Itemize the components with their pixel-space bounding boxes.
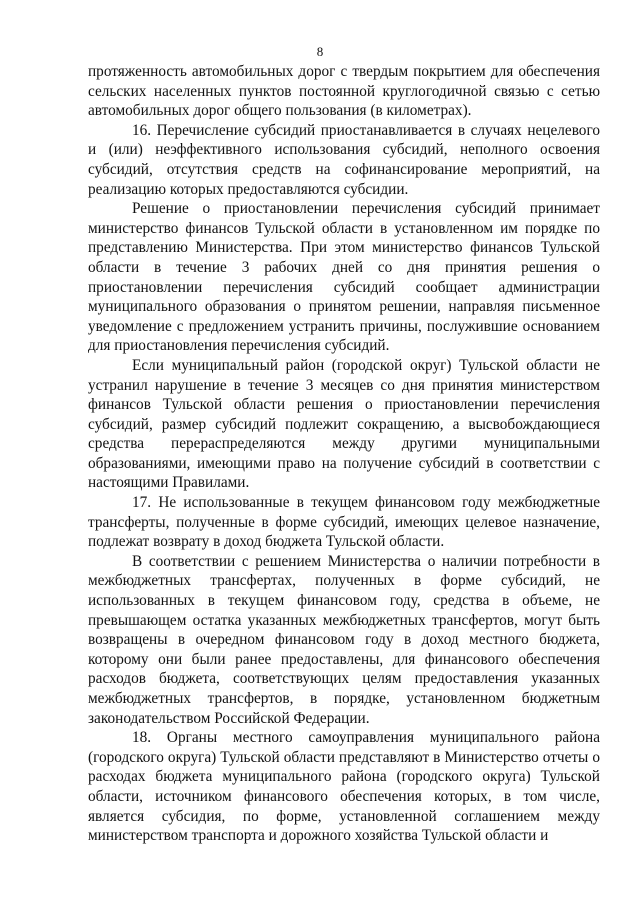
paragraph-return-funds: В соответствии с решением Министерства о наличии потребности в межбюджетных трансфертах, полученных в форме субсидий, не использованных в текущем финансовом году, средства в объеме, не превышающем остатка указанных межбюджетных трансфертов, могут быть возвращены в очередном финансовом году в доход местного бюджета, которому они были ранее предоставлены, для финансового обеспечения расходов бюджета, соответствующих целям предоставления указанных межбюджетных трансфертов, в порядке, установленном бюджетным законодательством Российской Федерации. xyxy=(88,552,600,727)
paragraph-clause-18: 18. Органы местного самоуправления муниципального района (городского округа) Тульской области представляют в Министерство отчеты о расходах бюджета муниципального района (городского округа) Тульской области, источником финансового обеспечения которых, в том числе, является субсидия, по форме, установленной соглашением между министерством транспорта и дорожного хозяйства Тульской области и xyxy=(88,729,600,845)
document-body xyxy=(88,62,600,846)
paragraph-suspension-decision: Решение о приостановлении перечисления субсидий принимает министерство финансов Тульской области в установленном им порядке по представлению Министерства. При этом министерство финансов Тульской области в течение 3 рабочих дней со дня принятия решения о приостановлении перечисления субсидий сообщает администрации муниципального образования о принятом решении, направляя письменное уведомление с предложением устранить причины, послужившие основанием для приостановления перечисления субсидий. xyxy=(88,200,600,355)
paragraph-reduction: Если муниципальный район (городской округ) Тульской области не устранил нарушение в течение 3 месяцев со дня принятия министерством финансов Тульской области решения о приостановлении перечисления субсидий, размер субсидий подлежит сокращению, а высвобождающиеся средства перераспределяются между другими муниципальными образованиями, имеющими право на получение субсидий в соответствии с настоящими Правилами. xyxy=(88,356,600,492)
paragraph-continuation: протяженность автомобильных дорог с твердым покрытием для обеспечения сельских населенных пунктов постоянной круглогодичной связью с сетью автомобильных дорог общего пользования (в километрах). xyxy=(88,63,600,120)
paragraph-clause-16: 16. Перечисление субсидий приостанавливается в случаях нецелевого и (или) неэффективного использования субсидий, неполного освоения субсидий, отсутствия средств на софинансирование мероприятий, на реализацию которых предоставляются субсидии. xyxy=(88,121,600,198)
paragraph-clause-17: 17. Не использованные в текущем финансовом году межбюджетные трансферты, полученные в форме субсидий, имеющих целевое назначение, подлежат возврату в доход бюджета Тульской области. xyxy=(88,494,600,551)
page-number: 8 xyxy=(316,44,324,59)
